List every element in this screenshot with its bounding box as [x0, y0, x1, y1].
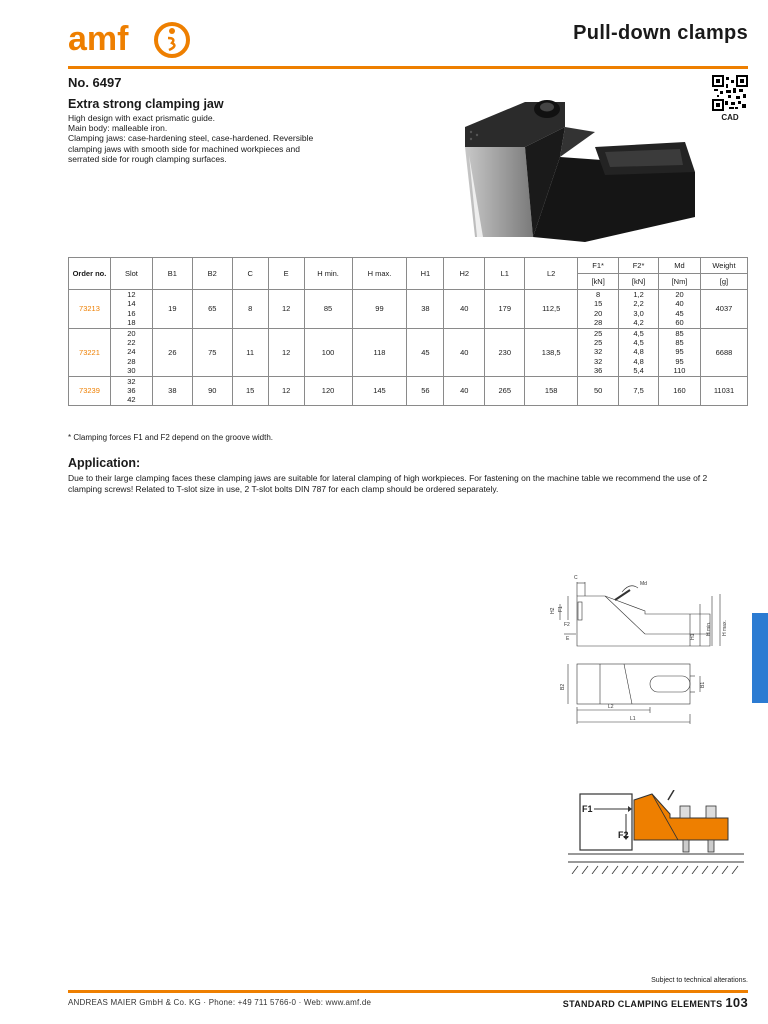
application-scheme [568, 790, 744, 874]
cell-h2: 40 [444, 328, 485, 376]
col-header-h2: H2 [444, 258, 485, 290]
cell-line: 20 [127, 328, 136, 338]
cell-l2: 112,5 [525, 290, 578, 329]
cell-slot [110, 376, 152, 405]
cell-hmax: 145 [352, 376, 407, 405]
cell-h1: 56 [407, 376, 444, 405]
cell-b2: 75 [192, 328, 232, 376]
cell-line: 85 [675, 338, 684, 348]
cell-f1 [578, 290, 619, 329]
cell-b1: 38 [152, 376, 192, 405]
dim-label: B1 [700, 681, 706, 688]
cell-line: 50 [593, 386, 603, 396]
cell-line: 5,4 [633, 366, 644, 376]
unit-weight: [g] [700, 274, 747, 290]
application-line: Due to their large clamping faces these clamping jaws are suitable for lateral clamping of high workpieces. For fastening on the machine table we recommend the use of 2 [68, 473, 708, 483]
cell-hmin: 100 [304, 328, 352, 376]
cell-c: 8 [232, 290, 268, 329]
dim-label: F1 [558, 606, 564, 612]
product-description [68, 113, 338, 164]
col-header-hmax: H max. [352, 258, 407, 290]
unit-f2: [kN] [619, 274, 659, 290]
cell-line: 30 [127, 366, 136, 376]
scheme-label: F2 [618, 830, 629, 840]
dim-label: H min. [706, 621, 712, 636]
cell-l1: 265 [485, 376, 525, 405]
cell-c: 15 [232, 376, 268, 405]
page-number: 103 [725, 995, 748, 1010]
cell-weight: 11031 [700, 376, 747, 405]
col-header-hmin: H min. [304, 258, 352, 290]
cell-line: 20 [675, 290, 684, 299]
svg-text:amf: amf [68, 20, 129, 58]
application-text [68, 473, 748, 494]
col-header-l1: L1 [485, 258, 525, 290]
amf-logo [68, 20, 194, 60]
cell-h2: 40 [444, 290, 485, 329]
description-line: Main body: malleable iron. [68, 123, 168, 134]
col-header-b1: B1 [152, 258, 192, 290]
cell-f2 [619, 328, 659, 376]
subject-to-alterations: Subject to technical alterations. [651, 977, 748, 984]
cell-b2: 90 [192, 376, 232, 405]
cell-line: 45 [675, 308, 684, 318]
table-row [69, 376, 748, 405]
cell-line: 4,8 [633, 356, 644, 366]
cell-line: 60 [675, 318, 684, 328]
page-title: Pull-down clamps [573, 22, 748, 44]
description-line: clamping jaws with smooth side for machined workpieces and [68, 143, 300, 154]
col-header-c: C [232, 258, 268, 290]
cell-b1: 19 [152, 290, 192, 329]
cell-line: 18 [127, 318, 136, 328]
dim-label: E [566, 636, 570, 642]
cell-hmin: 120 [304, 376, 352, 405]
cell-line: 42 [127, 395, 136, 405]
col-header-f2: F2* [619, 258, 659, 274]
product-number: No. 6497 [68, 75, 122, 90]
dim-label: C [574, 575, 578, 581]
cad-qr-code[interactable] [712, 75, 748, 111]
cell-f1 [578, 376, 619, 405]
cell-md [659, 328, 701, 376]
company-info: ANDREAS MAIER GmbH & Co. KG · Phone: +49 711 5766-0 · Web: www.amf.de [68, 998, 372, 1007]
cell-line: 12 [127, 290, 136, 299]
cell-line: 24 [127, 347, 136, 357]
product-title: Extra strong clamping jaw [68, 97, 224, 111]
section-name: STANDARD CLAMPING ELEMENTS [562, 999, 723, 1009]
dim-label: Md [640, 581, 647, 587]
cell-line: 28 [593, 318, 603, 328]
table-footnote: * Clamping forces F1 and F2 depend on the groove width. [68, 433, 274, 442]
col-header-md: Md [659, 258, 701, 274]
cell-line: 32 [593, 347, 603, 357]
cell-line: 4,2 [633, 318, 644, 328]
cell-hmax: 118 [352, 328, 407, 376]
cell-b1: 26 [152, 328, 192, 376]
cell-line: 2,2 [633, 299, 644, 309]
cell-line: 32 [127, 376, 136, 386]
unit-md: [Nm] [659, 274, 701, 290]
cell-weight: 6688 [700, 328, 747, 376]
cell-line: 25 [593, 328, 603, 338]
dim-label: H1 [690, 633, 696, 640]
cell-md [659, 290, 701, 329]
technical-drawing [540, 574, 740, 734]
cell-hmax: 99 [352, 290, 407, 329]
table-row [69, 328, 748, 376]
footer-section [563, 995, 748, 1010]
cell-line: 1,2 [633, 290, 644, 299]
cell-h2: 40 [444, 376, 485, 405]
col-header-weight: Weight [700, 258, 747, 274]
cell-line: 36 [593, 366, 603, 376]
cell-f2 [619, 290, 659, 329]
unit-f1: [kN] [578, 274, 619, 290]
col-header-b2: B2 [192, 258, 232, 290]
cell-line: 4,8 [633, 347, 644, 357]
col-header-l2: L2 [525, 258, 578, 290]
cell-line: 95 [675, 347, 684, 357]
cell-line: 4,5 [633, 328, 644, 338]
cell-l1: 179 [485, 290, 525, 329]
cell-h1: 45 [407, 328, 444, 376]
col-header-slot: Slot [110, 258, 152, 290]
description-line: Clamping jaws: case-hardening steel, case-hardened. Reversible [68, 133, 314, 144]
col-header-e: E [268, 258, 304, 290]
cell-line: 95 [675, 356, 684, 366]
cell-line: 110 [673, 366, 686, 376]
cell-order[interactable]: 73221 [69, 328, 111, 376]
cell-line: 7,5 [633, 386, 644, 396]
cell-weight: 4037 [700, 290, 747, 329]
dim-label: H max. [722, 620, 728, 636]
cell-e: 12 [268, 376, 304, 405]
col-header-h1: H1 [407, 258, 444, 290]
application-line: clamping screws! Related to T-slot size in use, 2 T-slot bolts DIN 787 for each clamp should be ordered separately. [68, 483, 499, 494]
cell-line: 20 [593, 308, 603, 318]
cell-order[interactable]: 73213 [69, 290, 111, 329]
cell-l2: 138,5 [525, 328, 578, 376]
cell-line: 22 [127, 338, 136, 348]
cell-line: 3,0 [633, 308, 644, 318]
cell-md [659, 376, 701, 405]
cell-line: 85 [675, 328, 684, 338]
cell-h1: 38 [407, 290, 444, 329]
cell-line: 14 [127, 299, 136, 309]
section-tab[interactable] [752, 613, 768, 703]
table-row [69, 290, 748, 329]
cell-e: 12 [268, 290, 304, 329]
cell-e: 12 [268, 328, 304, 376]
header-divider [68, 66, 748, 69]
cell-order[interactable]: 73239 [69, 376, 111, 405]
cell-f2 [619, 376, 659, 405]
cell-line: 36 [127, 386, 136, 396]
cell-line: 16 [127, 308, 136, 318]
footer-divider [68, 990, 748, 993]
cell-line: 15 [593, 299, 603, 309]
cell-l2: 158 [525, 376, 578, 405]
cell-slot [110, 290, 152, 329]
cell-l1: 230 [485, 328, 525, 376]
description-line: serrated side for rough clamping surfaces. [68, 153, 227, 164]
description-line: High design with exact prismatic guide. [68, 113, 215, 123]
cad-label[interactable]: CAD [721, 113, 739, 122]
dim-label: L1 [630, 716, 636, 722]
dim-label: F2 [564, 622, 570, 628]
dim-label: L2 [608, 704, 614, 710]
cell-c: 11 [232, 328, 268, 376]
application-heading: Application: [68, 456, 141, 470]
cell-slot [110, 328, 152, 376]
cell-line: 160 [673, 386, 686, 396]
cell-line: 28 [127, 356, 136, 366]
cell-f1 [578, 328, 619, 376]
cell-hmin: 85 [304, 290, 352, 329]
cell-line: 25 [593, 338, 603, 348]
scheme-label: F1 [582, 804, 593, 814]
col-header-f1: F1* [578, 258, 619, 274]
cell-b2: 65 [192, 290, 232, 329]
dim-label: B2 [560, 683, 566, 690]
dim-label: H2 [550, 607, 556, 614]
clamping-jaw-product-image [455, 87, 705, 247]
col-header-order: Order no. [69, 258, 111, 290]
cell-line: 40 [675, 299, 684, 309]
cell-line: 4,5 [633, 338, 644, 348]
specification-table [68, 257, 748, 406]
cell-line: 8 [596, 290, 601, 299]
cell-line: 32 [593, 356, 603, 366]
